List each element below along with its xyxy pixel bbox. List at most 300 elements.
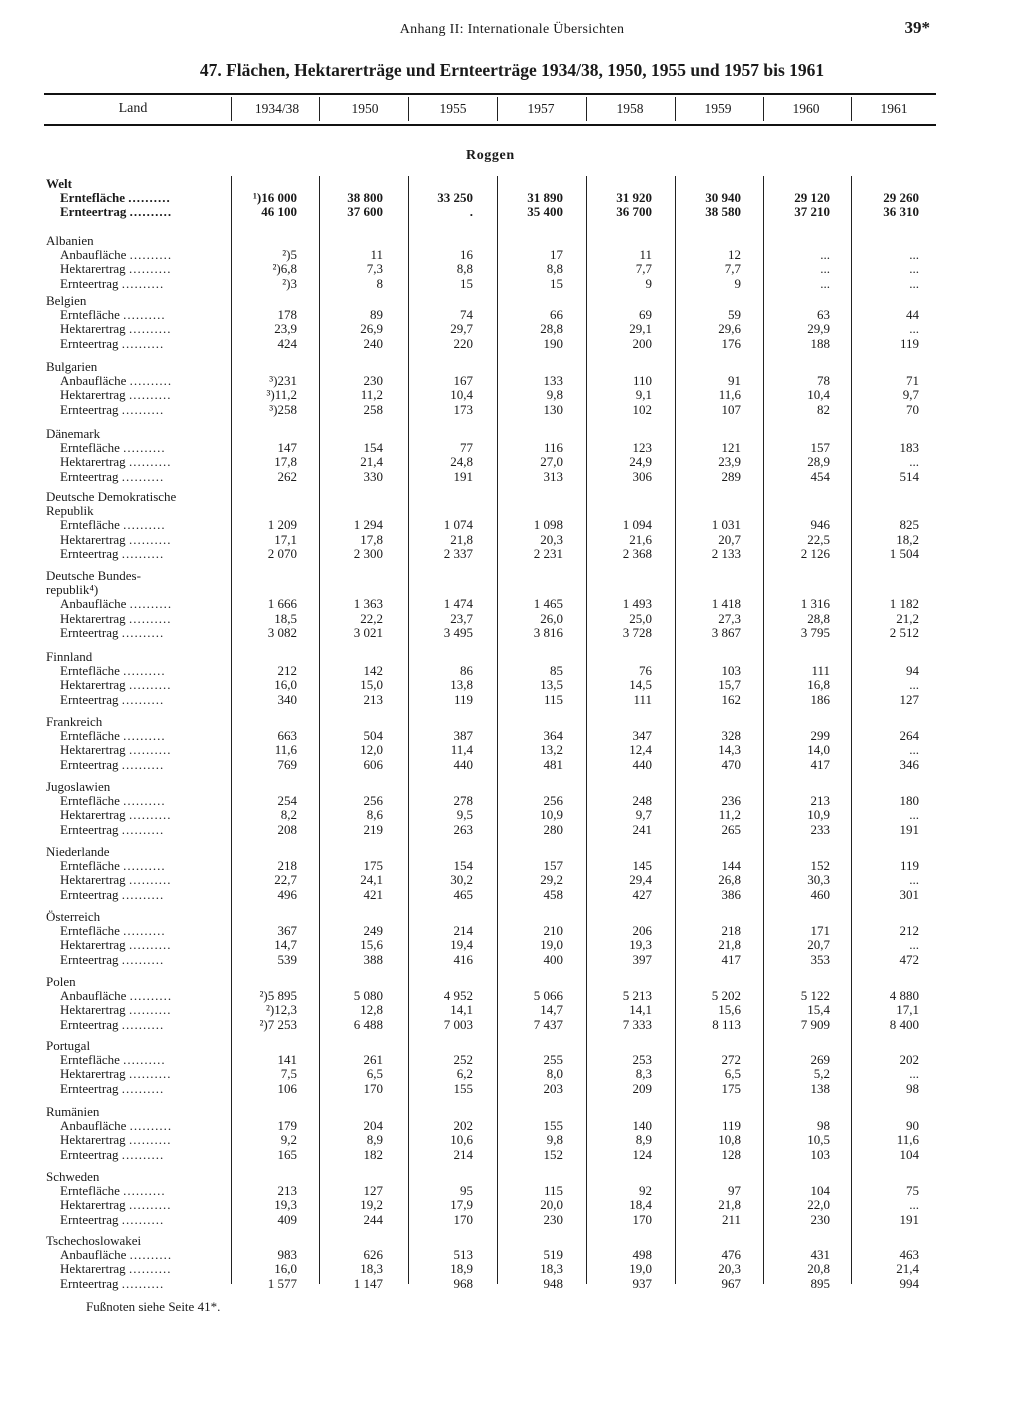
- table-cell: 20,3: [540, 531, 563, 547]
- header-separator: [408, 97, 409, 121]
- table-cell: 127: [363, 1183, 383, 1199]
- table-cell: 22,2: [360, 610, 383, 626]
- table-cell: 460: [810, 886, 830, 902]
- table-cell: 481: [543, 756, 563, 772]
- country-name: Frankreich: [46, 714, 103, 729]
- country-name: Finnland: [46, 649, 93, 664]
- table-cell: 19,0: [540, 937, 563, 953]
- table-cell: 328: [721, 728, 741, 744]
- row-label-text: Hektarertrag: [60, 1198, 126, 1213]
- row-label-text: Hektarertrag: [60, 743, 126, 758]
- table-cell: 188: [810, 335, 830, 351]
- table-cell: 24,1: [360, 872, 383, 888]
- table-cell: 77: [460, 440, 473, 456]
- table-cell: 98: [906, 1080, 919, 1096]
- table-cell: 86: [460, 663, 473, 679]
- table-cell: 157: [810, 440, 830, 456]
- table-cell: 330: [363, 468, 383, 484]
- table-cell: 26,9: [360, 321, 383, 337]
- table-cell: 76: [639, 663, 652, 679]
- table-cell: 11,6: [718, 387, 741, 403]
- row-label-text: Anbaufläche: [60, 1248, 127, 1263]
- table-cell: 19,2: [360, 1197, 383, 1213]
- table-cell: 400: [543, 951, 563, 967]
- row-label-text: Erntefläche: [60, 664, 120, 679]
- table-cell: 69: [639, 307, 652, 323]
- table-cell: 119: [899, 858, 919, 874]
- table-cell: 606: [363, 756, 383, 772]
- leader-dots: ..........: [121, 822, 165, 837]
- table-cell: 29 260: [883, 190, 919, 206]
- header-separator: [497, 97, 498, 121]
- table-cell: 9,1: [635, 387, 652, 403]
- table-cell: 255: [543, 1052, 563, 1068]
- header-separator: [763, 97, 764, 121]
- table-cell: 397: [632, 951, 652, 967]
- header-separator: [231, 97, 232, 121]
- country-name: Jugoslawien: [46, 779, 111, 794]
- table-cell: 1 147: [353, 1275, 383, 1291]
- row-label-text: Erntefläche: [60, 794, 120, 809]
- row-label-text: Anbaufläche: [60, 989, 127, 1004]
- leader-dots: ..........: [129, 989, 173, 1004]
- table-cell: 12,8: [360, 1002, 383, 1018]
- table-cell: 107: [721, 401, 741, 417]
- table-cell: 20,8: [807, 1261, 830, 1277]
- table-cell: 15: [460, 275, 473, 291]
- table-cell: 191: [453, 468, 473, 484]
- table-cell: 1 098: [533, 517, 563, 533]
- table-cell: 240: [363, 335, 383, 351]
- column-header-year: 1958: [616, 101, 644, 116]
- table-cell: 346: [899, 756, 919, 772]
- column-header-year: 1960: [792, 101, 820, 116]
- table-cell: 104: [810, 1183, 830, 1199]
- table-cell: 1 577: [267, 1275, 297, 1291]
- row-label-text: Ernteertrag: [60, 822, 119, 837]
- table-cell: 347: [632, 728, 652, 744]
- table-cell: 504: [363, 728, 383, 744]
- table-cell: 170: [632, 1211, 652, 1227]
- row-label: [60, 758, 220, 772]
- table-cell: 8,8: [546, 261, 563, 277]
- table-cell: 18,3: [540, 1261, 563, 1277]
- row-label-text: Hektarertrag: [60, 1003, 126, 1018]
- table-cell: 213: [810, 793, 830, 809]
- row-label-text: Erntefläche: [60, 441, 120, 456]
- table-cell: 256: [543, 793, 563, 809]
- row-label-text: Ernteertrag: [60, 402, 119, 417]
- table-cell: 202: [453, 1118, 473, 1134]
- table-cell: 14,1: [450, 1002, 473, 1018]
- row-label: [60, 1148, 220, 1162]
- row-label: [60, 859, 220, 873]
- table-cell: 11,2: [360, 387, 383, 403]
- table-cell: 3 495: [443, 624, 473, 640]
- row-label-text: Hektarertrag: [60, 455, 126, 470]
- table-cell: 10,5: [807, 1132, 830, 1148]
- table-cell: 106: [277, 1080, 297, 1096]
- table-cell: 416: [453, 951, 473, 967]
- row-label-text: Hektarertrag: [60, 1262, 126, 1277]
- table-cell: 825: [899, 517, 919, 533]
- table-cell: 29,2: [540, 872, 563, 888]
- table-cell: 38 580: [705, 204, 741, 220]
- table-cell: 458: [543, 886, 563, 902]
- row-label: [60, 1248, 220, 1262]
- column-header-year: 1950: [351, 101, 379, 116]
- table-cell: 895: [810, 1275, 830, 1291]
- table-cell: ³)231: [269, 373, 297, 389]
- leader-dots: ..........: [128, 532, 172, 547]
- header-separator: [586, 97, 587, 121]
- table-cell: 5 066: [533, 988, 563, 1004]
- table-cell: 3 867: [711, 624, 741, 640]
- table-cell: 213: [277, 1183, 297, 1199]
- header-rule-bottom: [44, 124, 936, 126]
- row-label: [60, 597, 220, 611]
- row-label-text: Ernteertrag: [60, 625, 119, 640]
- table-cell: 36 310: [883, 204, 919, 220]
- header-separator: [851, 97, 852, 121]
- table-cell: 157: [543, 858, 563, 874]
- table-cell: 409: [277, 1211, 297, 1227]
- table-cell: 14,3: [718, 742, 741, 758]
- table-cell: 519: [543, 1247, 563, 1263]
- table-cell: 9,7: [902, 387, 919, 403]
- table-cell: 13,2: [540, 742, 563, 758]
- table-cell: 203: [543, 1080, 563, 1096]
- table-cell: 10,4: [450, 387, 473, 403]
- table-cell: 983: [277, 1247, 297, 1263]
- table-cell: 66: [550, 307, 563, 323]
- country-name: Portugal: [46, 1038, 91, 1053]
- row-label: [60, 1262, 220, 1276]
- table-cell: 82: [817, 401, 830, 417]
- table-cell: 191: [899, 821, 919, 837]
- table-cell: 2 337: [443, 545, 473, 561]
- table-cell: 78: [817, 373, 830, 389]
- table-cell: 22,0: [807, 1197, 830, 1213]
- table-cell: 8 400: [889, 1016, 919, 1032]
- leader-dots: ..........: [128, 678, 172, 693]
- table-cell: 23,7: [450, 610, 473, 626]
- row-label: [60, 248, 220, 262]
- table-cell: 130: [543, 401, 563, 417]
- table-cell: 12: [728, 247, 741, 263]
- table-cell: 539: [277, 951, 297, 967]
- table-cell: 18,4: [629, 1197, 652, 1213]
- table-cell: 110: [632, 373, 652, 389]
- table-cell: 1 504: [889, 545, 919, 561]
- table-cell: 9,2: [280, 1132, 297, 1148]
- table-cell: 5 213: [622, 988, 652, 1004]
- table-cell: 18,3: [360, 1261, 383, 1277]
- table-cell: 253: [632, 1052, 652, 1068]
- table-cell: 20,0: [540, 1197, 563, 1213]
- table-cell: ³)11,2: [266, 387, 297, 403]
- row-label: [60, 1053, 220, 1067]
- table-cell: 244: [363, 1211, 383, 1227]
- leader-dots: ..........: [121, 887, 165, 902]
- table-cell: 2 512: [889, 624, 919, 640]
- table-cell: 19,0: [629, 1261, 652, 1277]
- column-header-year: 1955: [439, 101, 467, 116]
- table-cell: 18,2: [896, 531, 919, 547]
- row-label-text: Hektarertrag: [60, 938, 126, 953]
- row-label-text: Ernteertrag: [60, 546, 119, 561]
- row-label: [60, 337, 220, 351]
- leader-dots: ..........: [123, 1053, 166, 1068]
- table-cell: 21,8: [718, 937, 741, 953]
- table-cell: 178: [277, 307, 297, 323]
- table-cell: 95: [460, 1183, 473, 1199]
- leader-dots: ..........: [121, 952, 165, 967]
- table-cell: 165: [277, 1146, 297, 1162]
- leader-dots: ..........: [128, 388, 172, 403]
- table-cell: 386: [721, 886, 741, 902]
- leader-dots: ..........: [121, 625, 165, 640]
- row-label-text: Erntefläche: [60, 859, 120, 874]
- table-cell: 85: [550, 663, 563, 679]
- leader-dots: ..........: [123, 664, 166, 679]
- leader-dots: ..........: [128, 808, 172, 823]
- table-cell: 30 940: [705, 190, 741, 206]
- table-cell: 236: [721, 793, 741, 809]
- country-name: Bulgarien: [46, 359, 98, 374]
- table-cell: 121: [721, 440, 741, 456]
- table-cell: 208: [277, 821, 297, 837]
- table-cell: ³)258: [269, 401, 297, 417]
- table-cell: 12,0: [360, 742, 383, 758]
- table-cell: 214: [453, 1146, 473, 1162]
- leader-dots: ..........: [121, 1081, 165, 1096]
- table-cell: 1 209: [267, 517, 297, 533]
- table-cell: 17,8: [360, 531, 383, 547]
- table-cell: 7 437: [533, 1016, 563, 1032]
- table-cell: 191: [899, 1211, 919, 1227]
- table-cell: 220: [453, 335, 473, 351]
- table-cell: 173: [453, 401, 473, 417]
- country-name: Niederlande: [46, 844, 110, 859]
- leader-dots: ..........: [128, 938, 172, 953]
- table-cell: ...: [909, 807, 919, 823]
- table-cell: 233: [810, 821, 830, 837]
- leader-dots: ..........: [121, 757, 165, 772]
- row-label: [60, 743, 220, 757]
- row-label-text: Hektarertrag: [60, 611, 126, 626]
- table-cell: 91: [728, 373, 741, 389]
- row-label: [60, 873, 220, 887]
- country-name: Deutsche Demokratische Republik: [46, 489, 177, 518]
- section-label: Roggen: [466, 148, 515, 163]
- leader-dots: ..........: [121, 402, 165, 417]
- leader-dots: ..........: [123, 308, 166, 323]
- row-label: [60, 441, 220, 455]
- table-cell: 90: [906, 1118, 919, 1134]
- table-cell: 2 231: [533, 545, 563, 561]
- leader-dots: ..........: [123, 518, 166, 533]
- country-name: Tschechoslowakei: [46, 1233, 142, 1248]
- row-label: [60, 1184, 220, 1198]
- table-cell: 1 666: [267, 596, 297, 612]
- leader-dots: ..........: [128, 322, 172, 337]
- table-cell: 28,8: [807, 610, 830, 626]
- table-cell: 230: [810, 1211, 830, 1227]
- row-label-text: Ernteertrag: [60, 1147, 119, 1162]
- table-cell: 8,6: [366, 807, 383, 823]
- table-cell: 440: [632, 756, 652, 772]
- row-label-text: Hektarertrag: [60, 808, 126, 823]
- table-cell: 252: [453, 1052, 473, 1068]
- row-label-text: Ernteertrag: [60, 757, 119, 772]
- table-cell: 15,6: [718, 1002, 741, 1018]
- table-cell: ...: [820, 247, 830, 263]
- table-cell: 31 920: [616, 190, 652, 206]
- table-cell: 103: [810, 1146, 830, 1162]
- running-head: Anhang II: Internationale Übersichten: [399, 22, 625, 37]
- table-cell: 340: [277, 691, 297, 707]
- row-label-text: Ernteertrag: [60, 887, 119, 902]
- table-cell: 175: [363, 858, 383, 874]
- table-cell: 306: [632, 468, 652, 484]
- table-cell: 11: [639, 247, 652, 263]
- row-label: [60, 729, 220, 743]
- table-cell: 28,9: [807, 454, 830, 470]
- table-cell: 20,3: [718, 1261, 741, 1277]
- table-cell: 496: [277, 886, 297, 902]
- table-cell: 190: [543, 335, 563, 351]
- leader-dots: ..........: [128, 1198, 172, 1213]
- row-label: [60, 518, 220, 532]
- table-cell: 70: [906, 401, 919, 417]
- table-cell: ...: [909, 677, 919, 693]
- table-cell: 476: [721, 1247, 741, 1263]
- table-cell: 15,6: [360, 937, 383, 953]
- table-cell: ...: [909, 1066, 919, 1082]
- table-cell: 20,7: [807, 937, 830, 953]
- table-cell: 17,9: [450, 1197, 473, 1213]
- table-cell: 115: [543, 691, 563, 707]
- table-cell: 968: [453, 1275, 473, 1291]
- country-name: Schweden: [46, 1169, 100, 1184]
- row-label: [60, 191, 220, 205]
- table-cell: 265: [721, 821, 741, 837]
- table-cell: 154: [453, 858, 473, 874]
- table-cell: 948: [543, 1275, 563, 1291]
- table-cell: 1 493: [622, 596, 652, 612]
- table-cell: 140: [632, 1118, 652, 1134]
- table-cell: 498: [632, 1247, 652, 1263]
- table-cell: 176: [721, 335, 741, 351]
- table-cell: 138: [810, 1080, 830, 1096]
- table-cell: 421: [363, 886, 383, 902]
- table-cell: 463: [899, 1247, 919, 1263]
- table-cell: 16: [460, 247, 473, 263]
- table-cell: 278: [453, 793, 473, 809]
- table-cell: 5 202: [711, 988, 741, 1004]
- table-cell: 626: [363, 1247, 383, 1263]
- table-cell: 4 880: [889, 988, 919, 1004]
- row-label: [60, 547, 220, 561]
- row-label-text: Erntefläche: [60, 924, 120, 939]
- table-cell: 2 368: [622, 545, 652, 561]
- row-label: [60, 1119, 220, 1133]
- table-cell: 9,8: [546, 387, 563, 403]
- table-cell: 2 133: [711, 545, 741, 561]
- table-cell: 89: [370, 307, 383, 323]
- leader-dots: ..........: [128, 1067, 172, 1082]
- country-name: Polen: [46, 974, 76, 989]
- table-cell: 200: [632, 335, 652, 351]
- row-label-text: Anbaufläche: [60, 374, 127, 389]
- table-cell: 162: [721, 691, 741, 707]
- table-cell: 23,9: [274, 321, 297, 337]
- table-cell: 9,5: [456, 807, 473, 823]
- row-label-text: Hektarertrag: [60, 388, 126, 403]
- table-cell: 30,3: [807, 872, 830, 888]
- table-cell: 10,9: [807, 807, 830, 823]
- table-cell: 21,6: [629, 531, 652, 547]
- table-cell: 1 031: [711, 517, 741, 533]
- table-cell: 301: [899, 886, 919, 902]
- table-cell: 18,9: [450, 1261, 473, 1277]
- table-cell: ...: [909, 742, 919, 758]
- table-cell: .: [469, 204, 473, 220]
- table-cell: 21,4: [896, 1261, 919, 1277]
- table-cell: 417: [810, 756, 830, 772]
- row-label-text: Erntefläche: [60, 729, 120, 744]
- table-cell: 14,7: [540, 1002, 563, 1018]
- table-cell: 254: [277, 793, 297, 809]
- row-label-text: Erntefläche: [60, 518, 120, 533]
- table-cell: 427: [632, 886, 652, 902]
- leader-dots: ..........: [121, 1147, 165, 1162]
- row-label-text: Anbaufläche: [60, 1119, 127, 1134]
- leader-dots: ..........: [129, 1248, 173, 1263]
- table-cell: 264: [899, 728, 919, 744]
- row-label: [60, 1018, 220, 1032]
- leader-dots: ..........: [128, 455, 172, 470]
- table-cell: 152: [810, 858, 830, 874]
- row-label: [60, 1277, 220, 1291]
- table-cell: 424: [277, 335, 297, 351]
- table-cell: 211: [721, 1211, 741, 1227]
- table-cell: ²)6,8: [272, 261, 297, 277]
- table-cell: ...: [909, 247, 919, 263]
- table-cell: 179: [277, 1118, 297, 1134]
- row-label: [60, 277, 220, 291]
- column-header-land: Land: [118, 101, 148, 116]
- table-cell: 454: [810, 468, 830, 484]
- table-cell: 8,9: [635, 1132, 652, 1148]
- table-cell: 24,9: [629, 454, 652, 470]
- table-cell: 1 474: [443, 596, 473, 612]
- table-cell: 7,7: [724, 261, 741, 277]
- table-cell: 31 890: [527, 190, 563, 206]
- table-cell: 94: [906, 663, 919, 679]
- table-cell: 36 700: [616, 204, 652, 220]
- table-cell: 128: [721, 1146, 741, 1162]
- table-cell: 2 070: [267, 545, 297, 561]
- header-separator: [319, 97, 320, 121]
- table-cell: 8,0: [546, 1066, 563, 1082]
- table-cell: 155: [453, 1080, 473, 1096]
- table-cell: 367: [277, 923, 297, 939]
- table-cell: 116: [543, 440, 563, 456]
- row-label: [60, 205, 220, 219]
- table-cell: ...: [909, 261, 919, 277]
